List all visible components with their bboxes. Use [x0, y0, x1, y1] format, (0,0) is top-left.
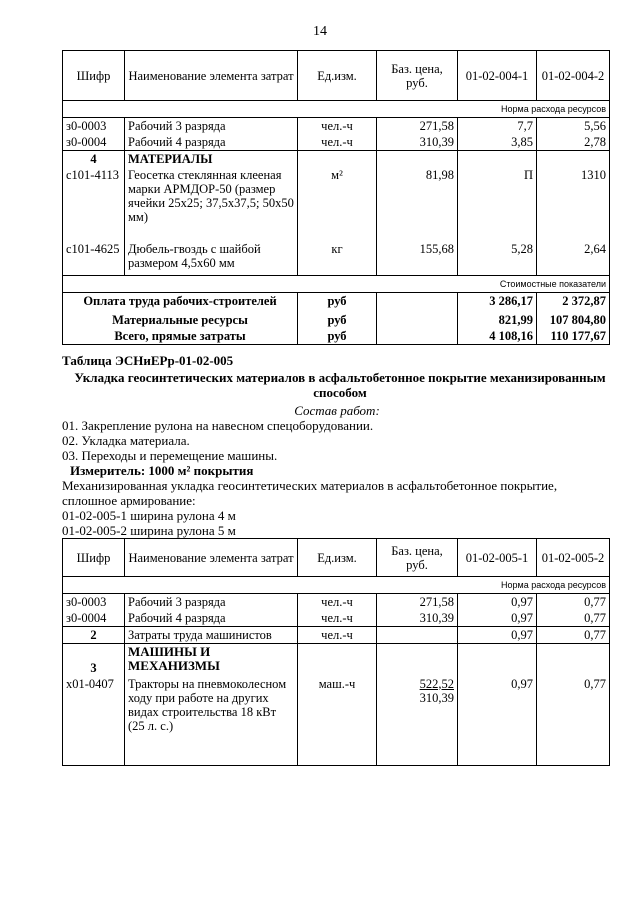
- machines-number: 3: [63, 644, 125, 676]
- table-row: з0-0004 Рабочий 4 разряда чел.-ч 310,39 3,85 2,78: [63, 134, 610, 151]
- header-variant-1: 01-02-005-1: [458, 539, 537, 577]
- step-item: 01. Закрепление рулона на навесном спецоборудовании.: [62, 418, 374, 433]
- table-row: 2 Затраты труда машинистов чел.-ч 0,97 0,77: [63, 627, 610, 644]
- machines-title: МАШИНЫ И МЕХАНИЗМЫ: [125, 644, 298, 676]
- header-variant-2: 01-02-004-2: [537, 51, 610, 101]
- step-item: 03. Переходы и перемещение машины.: [62, 448, 278, 463]
- page-number: 14: [313, 24, 327, 39]
- table-row: х01-0407 Тракторы на пневмоколесном ходу при работе на других видах строительства 18 кВт (25 л. с.) маш.-ч 522,52 310,39 0,97 0,77: [63, 676, 610, 766]
- header-code: Шифр: [63, 51, 125, 101]
- description: Механизированная укладка геосинтетических материалов в асфальтобетонное покрытие, сплошное армирование:: [62, 478, 558, 508]
- header-name: Наименование элемента затрат: [125, 51, 298, 101]
- table-row: Материальные ресурсы руб 821,99 107 804,80: [63, 312, 610, 328]
- step-item: 02. Укладка материала.: [62, 433, 190, 448]
- table-row: Всего, прямые затраты руб 4 108,16 110 177,67: [63, 328, 610, 345]
- materials-title: МАТЕРИАЛЫ: [125, 151, 298, 168]
- header-price: Баз. цена, руб.: [377, 539, 458, 577]
- section-heading: Укладка геосинтетических материалов в асфальтобетонное покрытие механизированным способом: [74, 370, 606, 400]
- header-unit: Ед.изм.: [298, 539, 377, 577]
- header-code: Шифр: [63, 539, 125, 577]
- table-row: з0-0004 Рабочий 4 разряда чел.-ч 310,39 0,97 0,77: [63, 610, 610, 627]
- table-row: [63, 151, 610, 168]
- norm-label: Норма расхода ресурсов: [63, 101, 610, 118]
- header-price: Баз. цена, руб.: [377, 51, 458, 101]
- resource-table-01-02-004: [62, 50, 610, 345]
- table-row: з0-0003 Рабочий 3 разряда чел.-ч 271,58 7,7 5,56: [63, 118, 610, 135]
- table-row: з0-0003 Рабочий 3 разряда чел.-ч 271,58 0,97 0,77: [63, 594, 610, 611]
- header-name: Наименование элемента затрат: [125, 539, 298, 577]
- norm-label: Норма расхода ресурсов: [63, 577, 610, 594]
- machinist-price: 310,39: [419, 690, 454, 705]
- header-variant-1: 01-02-004-1: [458, 51, 537, 101]
- machine-price: 522,52: [419, 676, 454, 691]
- meter: Измеритель: 1000 м² покрытия: [70, 463, 254, 478]
- header-unit: Ед.изм.: [298, 51, 377, 101]
- table-title: Таблица ЭСНиЕРр-01-02-005: [62, 353, 234, 368]
- table-row: с101-4113 Геосетка стеклянная клееная марки АРМДОР-50 (размер ячейки 25х25; 37,5х37,5; 50х50 мм) м² 81,98 П 1310: [63, 167, 610, 241]
- resource-table-01-02-005: [62, 538, 610, 766]
- table-row: [63, 644, 610, 676]
- materials-number: 4: [63, 151, 125, 168]
- variant-item: 01-02-005-1 ширина рулона 4 м: [62, 508, 236, 523]
- table-row: Оплата труда рабочих-строителей руб 3 286,17 2 372,87: [63, 292, 610, 312]
- composition-title: Состав работ:: [294, 403, 380, 418]
- header-variant-2: 01-02-005-2: [537, 539, 610, 577]
- cost-label: Стоимостные показатели: [63, 275, 610, 292]
- table-row: с101-4625 Дюбель-гвоздь с шайбой размером 4,5х60 мм кг 155,68 5,28 2,64: [63, 241, 610, 275]
- variant-item: 01-02-005-2 ширина рулона 5 м: [62, 523, 236, 538]
